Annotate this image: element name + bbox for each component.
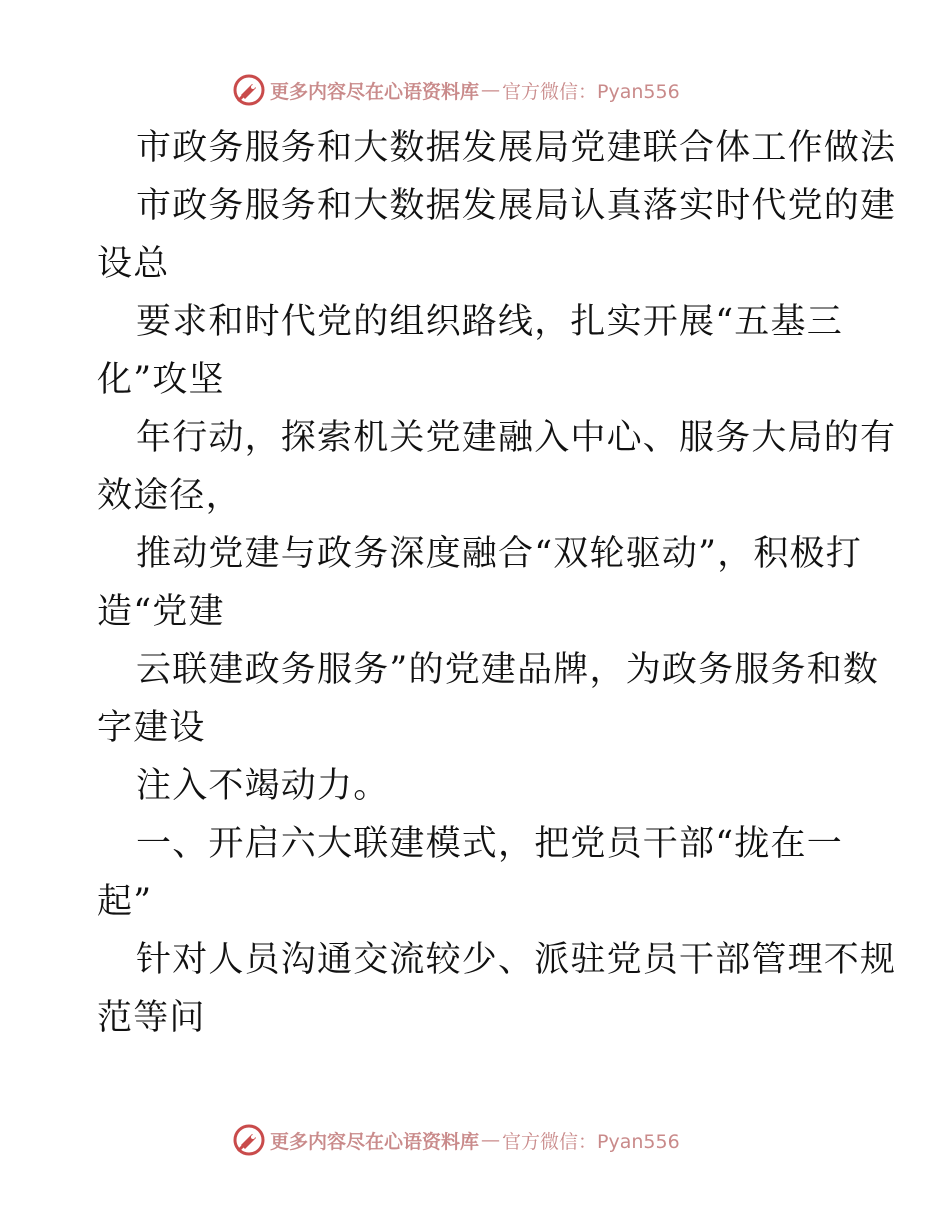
watermark-site-text: 更多内容尽在心语资料库 bbox=[270, 1130, 480, 1153]
paragraph-line: 推动党建与政务深度融合“双轮驱动”，积极打 bbox=[136, 534, 862, 574]
paragraph-line: 年行动，探索机关党建融入中心、服务大局的有 bbox=[136, 418, 897, 458]
pen-nib-logo-icon bbox=[232, 1123, 266, 1157]
paragraph-line: 市政务服务和大数据发展局认真落实时代党的建 bbox=[136, 186, 897, 226]
section-heading: 一、开启六大联建模式，把党员干部“拢在一 bbox=[136, 824, 843, 864]
header-watermark bbox=[232, 72, 680, 108]
paragraph-line: 云联建政务服务”的党建品牌，为政务服务和数 bbox=[136, 650, 880, 690]
paragraph-line: 范等问 bbox=[97, 998, 206, 1038]
paragraph-line: 效途径， bbox=[97, 476, 242, 516]
pen-nib-logo-icon bbox=[232, 73, 266, 107]
paragraph-line: 要求和时代党的组织路线，扎实开展“五基三 bbox=[136, 302, 843, 342]
watermark-dash: — bbox=[481, 79, 501, 101]
paragraph-line: 注入不竭动力。 bbox=[136, 766, 390, 806]
paragraph-line: 字建设 bbox=[97, 708, 206, 748]
paragraph-line: 化”攻坚 bbox=[97, 360, 225, 400]
watermark-site-text: 更多内容尽在心语资料库 bbox=[270, 80, 480, 103]
paragraph-line: 造“党建 bbox=[97, 592, 225, 632]
watermark-wechat-text: 官方微信：Pyan556 bbox=[502, 80, 680, 103]
paragraph-line: 针对人员沟通交流较少、派驻党员干部管理不规 bbox=[136, 940, 897, 980]
watermark-wechat-text: 官方微信：Pyan556 bbox=[502, 1130, 680, 1153]
footer-watermark bbox=[232, 1122, 680, 1158]
paragraph-line: 设总 bbox=[97, 244, 170, 284]
document-title: 市政务服务和大数据发展局党建联合体工作做法 bbox=[136, 128, 897, 168]
section-heading-continued: 起” bbox=[97, 882, 153, 922]
watermark-dash: — bbox=[481, 1129, 501, 1151]
